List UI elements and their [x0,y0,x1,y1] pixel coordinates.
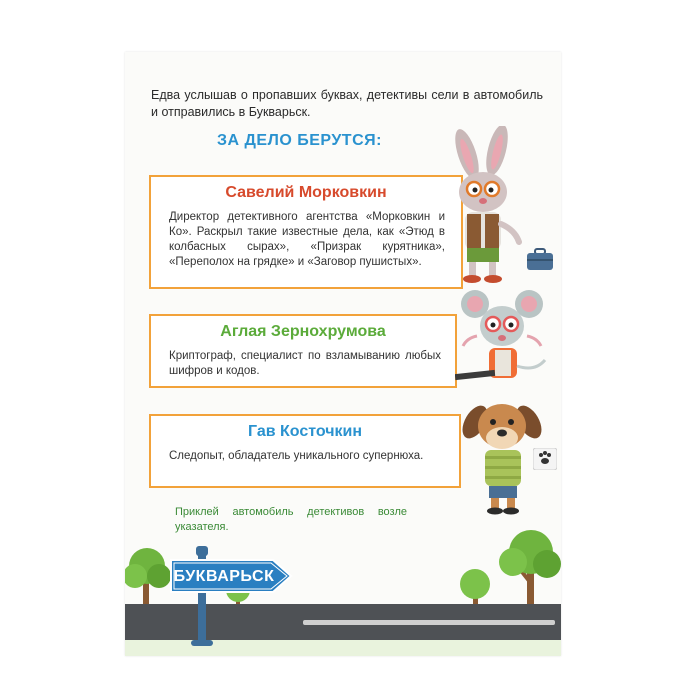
detective-name: Аглая Зернохрумова [220,323,386,340]
road-marking [303,620,555,625]
section-title: ЗА ДЕЛО БЕРУТСЯ: [217,132,382,149]
sticker-instruction: Приклей автомобиль детективов возле указателя. [175,506,407,533]
detective-description: Директор детективного агентства «Морковкин и Ко». Раскрыл такие известные дела, как «Этюд в колбасных сырах», «Призрак курятника», «Переполох на грядке» и «Заговор пушистых». [169,211,445,268]
detective-card-zernokhrumova [149,314,457,388]
sign-post-base [191,640,213,646]
detective-description: Криптограф, специалист по взламыванию любых шифров и кодов. [169,350,441,377]
briefcase-icon [525,248,555,272]
detective-name: Гав Косточкин [247,423,363,440]
detective-name: Савелий Морковкин [225,184,387,201]
mouse-illustration [455,286,555,396]
detective-description: Следопыт, обладатель уникального супернюха. [169,450,424,462]
paw-print-icon [533,448,557,470]
tree-icon [499,522,561,612]
road-sign-text: БУКВАРЬСК [173,568,275,585]
intro-paragraph: Едва услышав о пропавших буквах, детективы сели в автомобиль и отправились в Букварьск. [151,87,543,119]
tree-icon [125,540,171,610]
book-page [125,52,561,656]
detective-card-morkovkin [149,175,463,289]
detective-card-kostochkin [149,414,461,488]
